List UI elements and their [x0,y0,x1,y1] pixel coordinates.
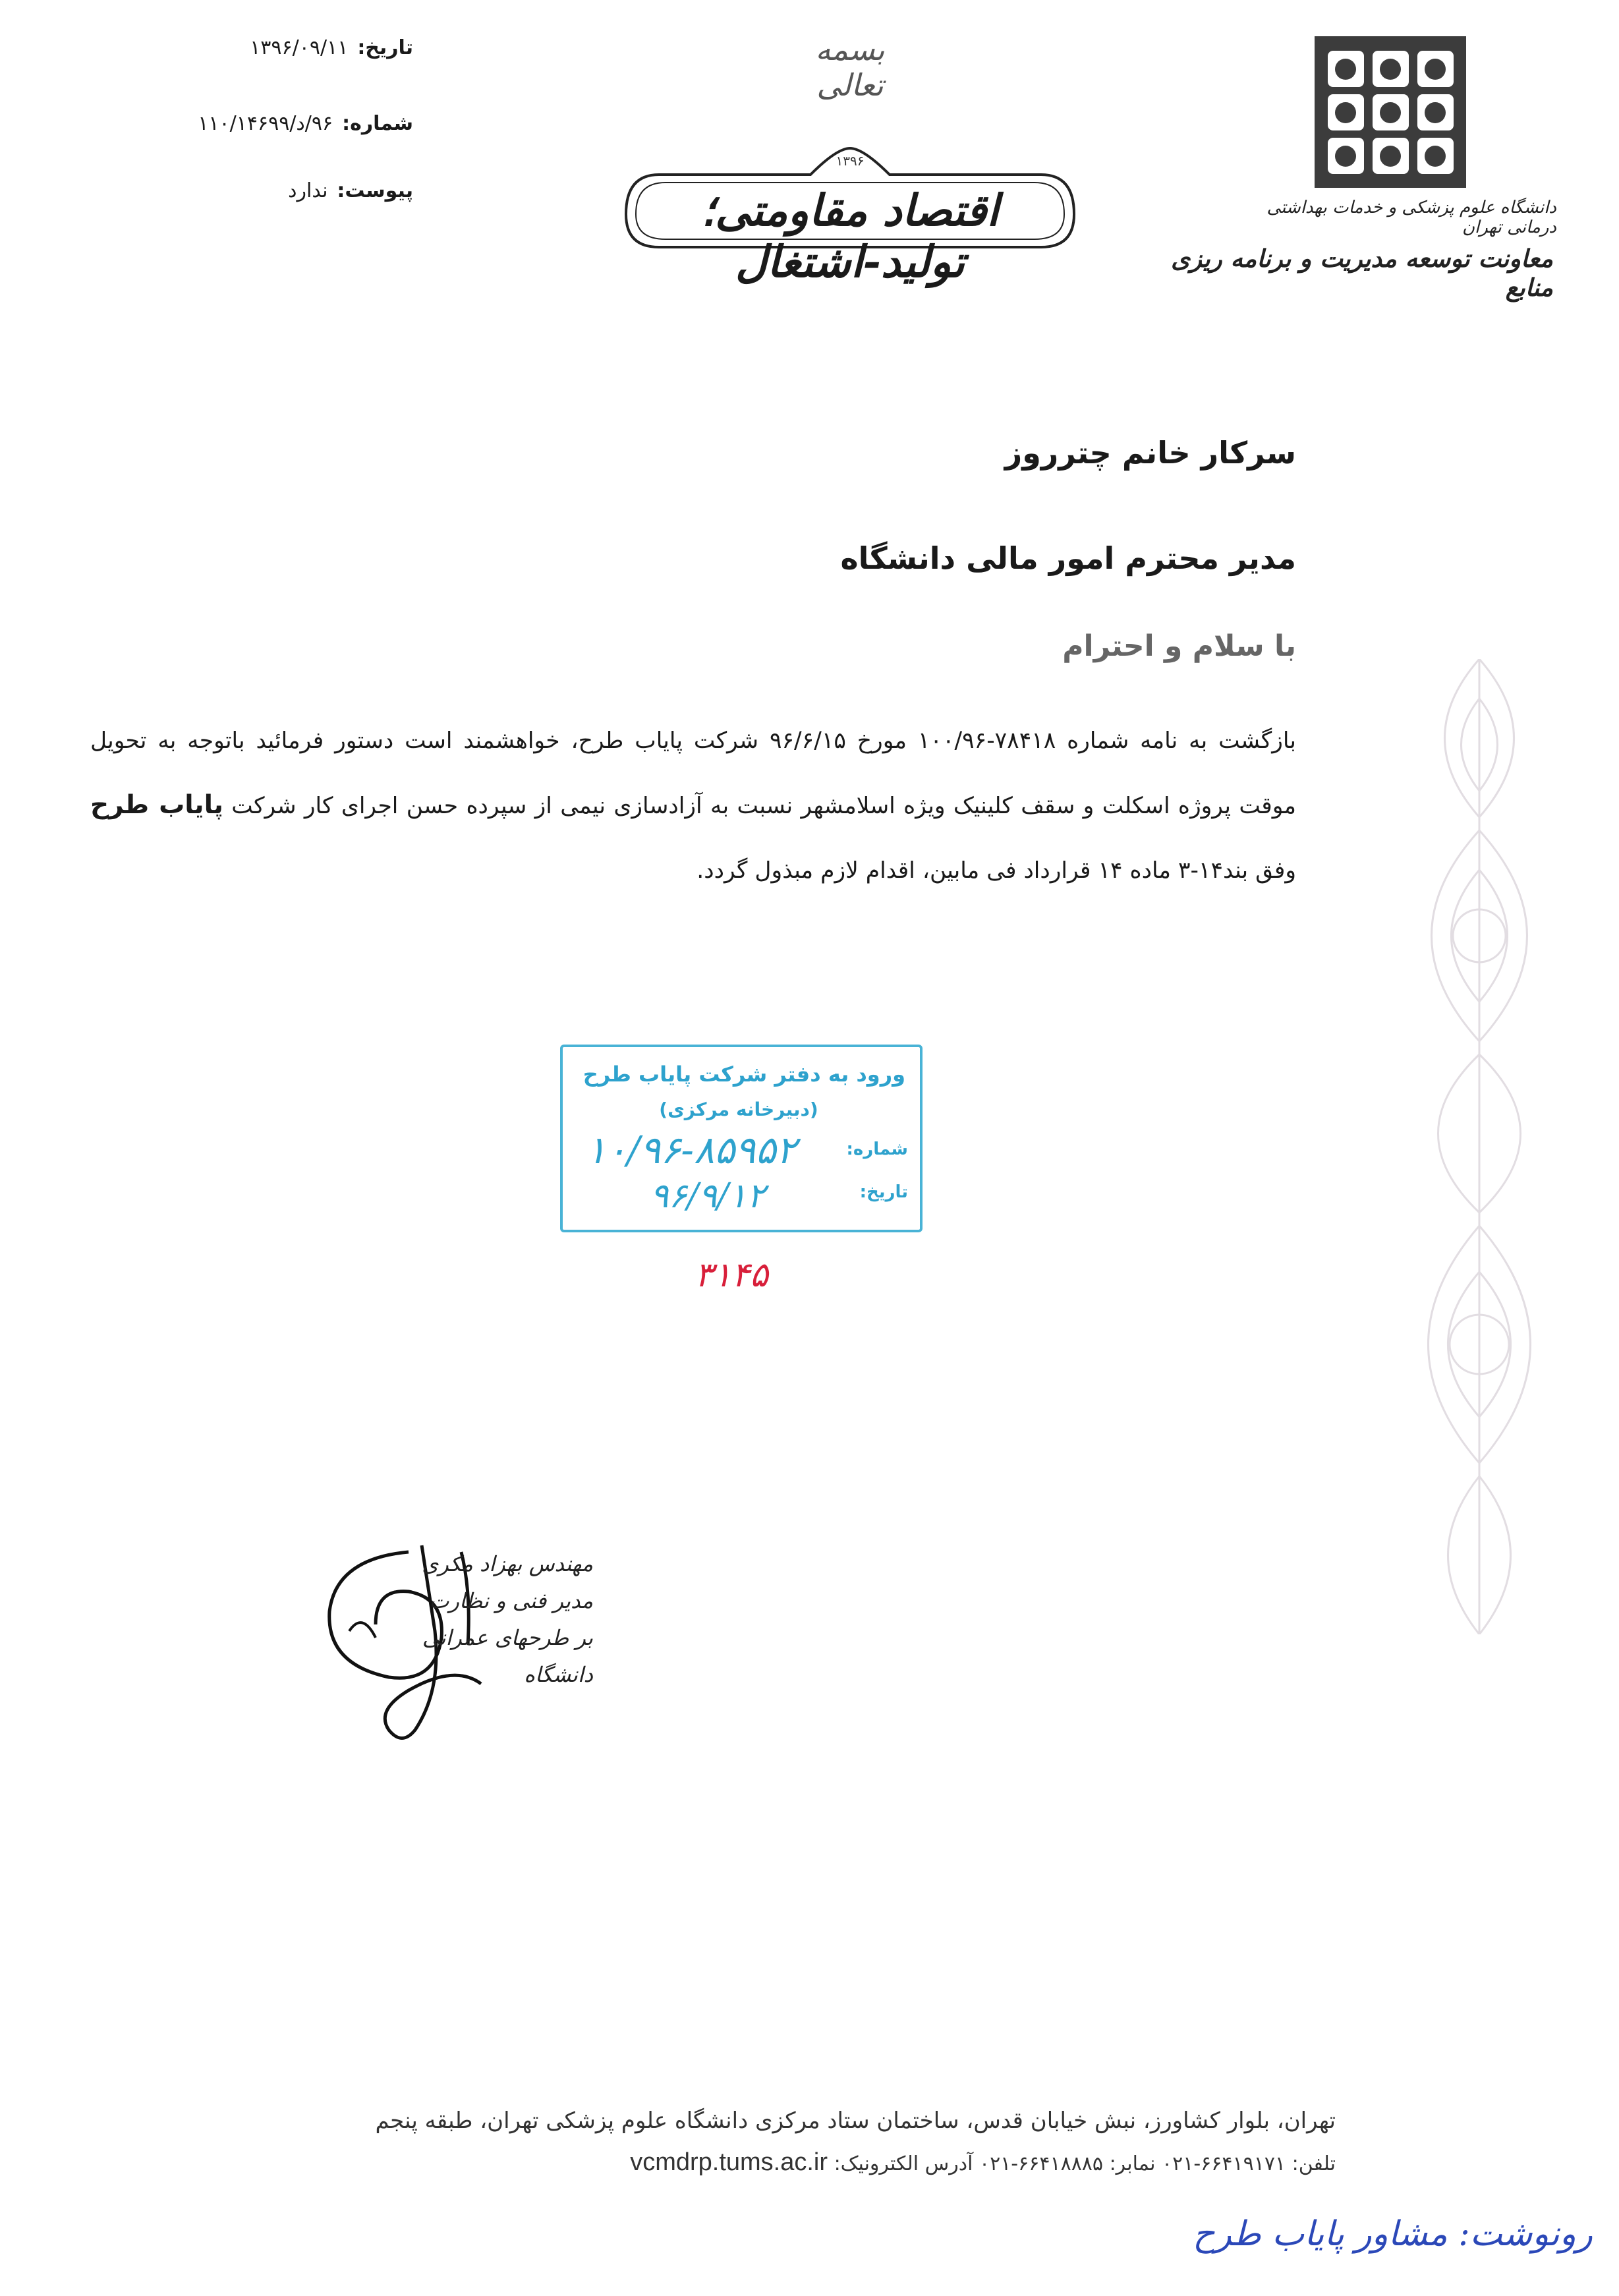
number-label: شماره: [342,112,413,135]
stamp-date-value: ۹۶/۹/۱۲ [650,1176,766,1216]
date-label: تاریخ: [357,36,413,59]
number-line [189,112,413,135]
stamp-number-label: شماره: [846,1139,908,1159]
recipient-title: مدیر محترم امور مالی دانشگاه [840,540,1296,576]
attachment-line [189,179,413,202]
attachment-label: پیوست: [337,179,413,202]
signature-block [382,1545,593,1693]
footer-contact [150,2148,1336,2177]
email-label: آدرس الکترونیک: [834,2152,973,2175]
cc-note: رونوشت: مشاور پایاب طرح [1193,2214,1593,2254]
stamp-title: ورود به دفتر شرکت پایاب طرح [582,1062,905,1087]
greeting: با سلام و احترام [1062,629,1296,663]
body-part-1: بازگشت به نامه شماره ۷۸۴۱۸-۱۰۰/۹۶ مورخ ۹۶/۶/۱۵ شرکت پایاب طرح، خواهشمند است دستور فرمائید باتوجه به تحویل موقت پروژه اسکلت و سقف کلینیک ویژه اسلامشهر نسبت به آزادسازی نیمی از سپرده حسن اجرای کار شرکت [90,728,1296,819]
date-line [189,36,413,59]
website-link[interactable]: vcmdrp.tums.ac.ir [630,2148,828,2176]
recipient-name: سرکار خانم چترروز [1004,435,1296,471]
university-logo-icon [1315,36,1466,188]
motto-text: اقتصاد مقاومتی؛ تولید-اشتغال [701,185,999,287]
stamp-number-value: ۱۰/۹۶-۸۵۹۵۲ [586,1128,797,1172]
receipt-stamp [560,1045,923,1232]
university-name: دانشگاه علوم پزشکی و خدمات بهداشتی درمانی تهران [1266,198,1556,237]
fax-label: نمابر: [1109,2152,1156,2175]
signer-title: مدیر فنی و نظارت [429,1588,593,1613]
fax-value: ۶۶۴۱۸۸۸۵-۰۲۱ [979,2152,1104,2175]
signer-name: مهندس بهزاد مکری [422,1551,593,1576]
motto-year: ۱۳۹۶ [836,153,865,169]
vice-chancellery-name: معاونت توسعه مدیریت و برنامه ریزی منابع [1171,244,1553,302]
bismillah: بسمه تعالی [815,32,885,103]
date-value: ۱۳۹۶/۰۹/۱۱ [250,36,349,59]
footer-address: تهران، بلوار کشاورز، نبش خیابان قدس، ساختمان ستاد مرکزی دانشگاه علوم پزشکی تهران، طبقه پنجم [375,2108,1336,2134]
stamp-date-label: تاریخ: [859,1182,908,1202]
body-part-2: وفق بند۱۴-۳ ماده ۱۴ قرارداد فی مابین، اقدام لازم مبذول گردد. [696,857,1296,884]
letter-body [90,708,1296,903]
phone-label: تلفن: [1292,2152,1336,2175]
phone-value: ۶۶۴۱۹۱۷۱-۰۲۱ [1161,2152,1286,2175]
attachment-value: ندارد [288,179,328,202]
ornament-icon [1371,659,1588,1634]
stamp-subtitle: (دبیرخانه مرکزی) [659,1099,818,1120]
number-value: ۹۶/د/۱۱۰/۱۴۶۹۹ [198,112,333,135]
handwritten-number: ۳۱۴۵ [695,1255,768,1295]
body-company-name: پایاب طرح [90,790,223,820]
signer-department: بر طرحهای عمرانی دانشگاه [422,1625,593,1687]
